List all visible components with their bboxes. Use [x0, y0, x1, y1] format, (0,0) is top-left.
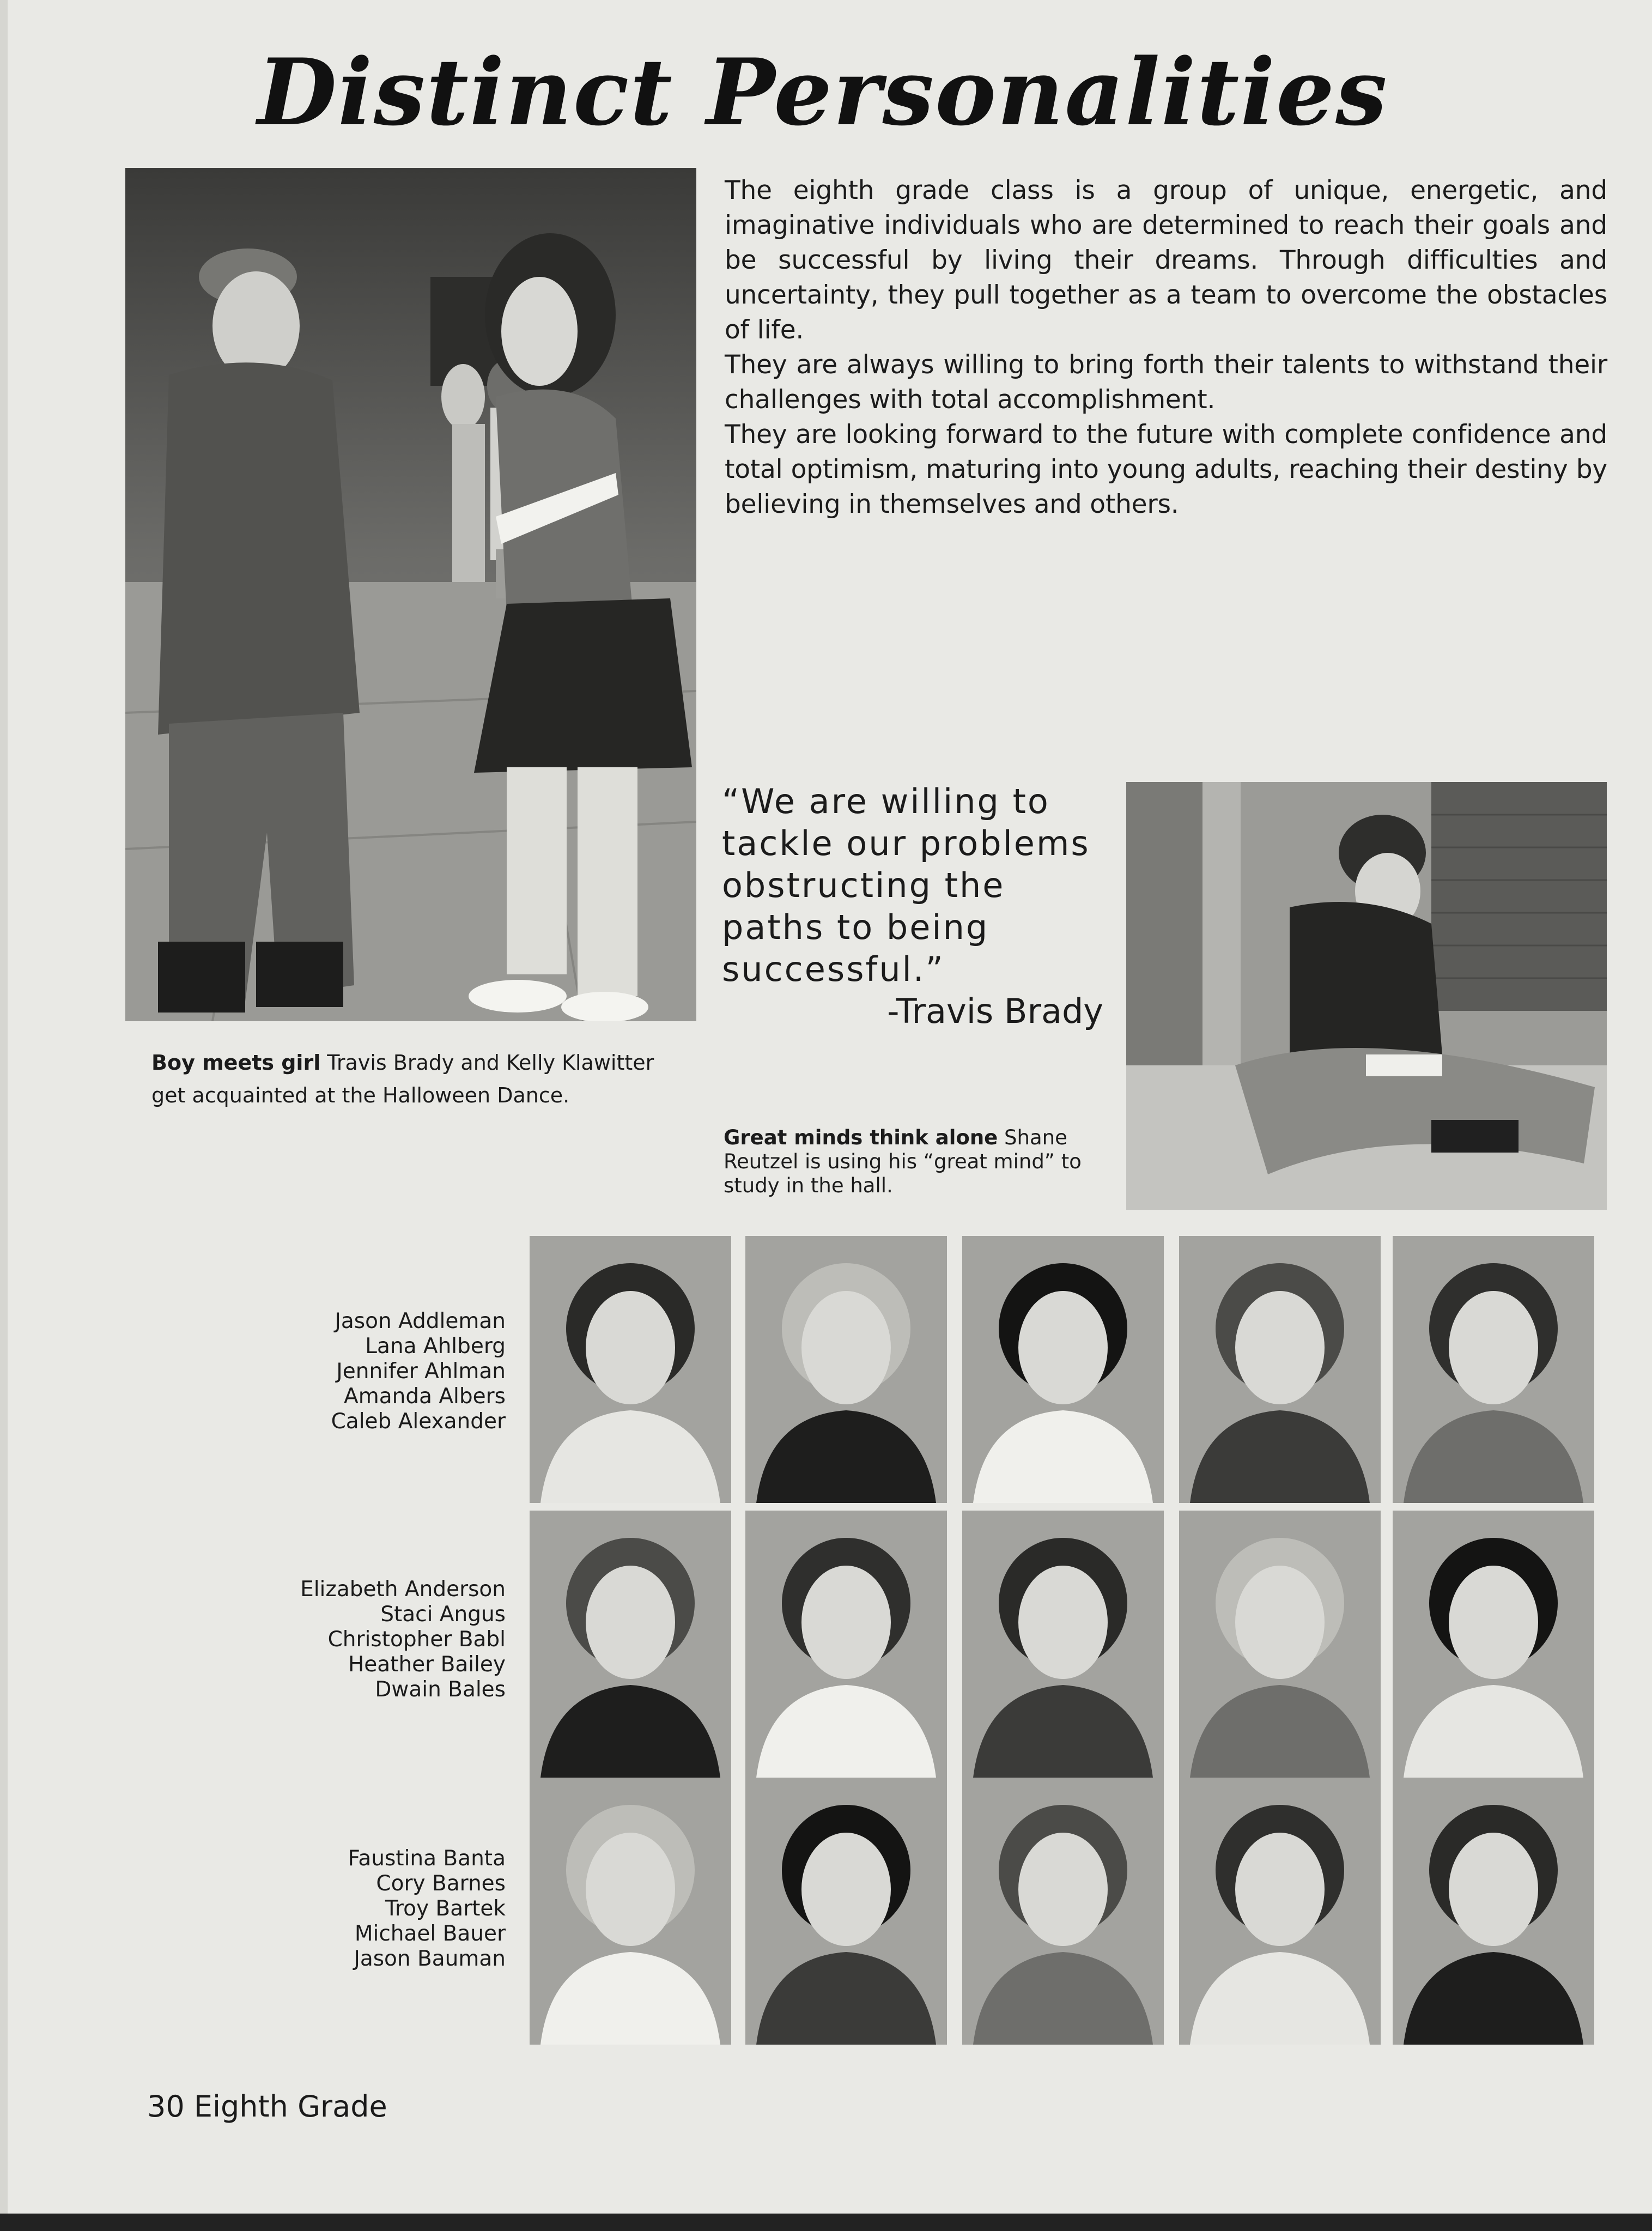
student-name: Lana Ahlberg [365, 1334, 506, 1359]
caption-lead: Great minds think alone [724, 1126, 998, 1149]
portrait-art [962, 1236, 1164, 1503]
student-name: Christopher Babl [327, 1627, 506, 1652]
page-spine-shadow [0, 0, 8, 2231]
caption-text: Travis Brady and Kelly Klawitter [320, 1051, 654, 1075]
scan-bottom-edge [0, 2214, 1652, 2231]
intro-paragraph-3: They are looking forward to the future with complete confidence and total optimism, maturing into young adults, reaching their destiny by believing in themselves and others. [725, 420, 1607, 519]
student-name: Faustina Banta [348, 1846, 506, 1871]
intro-paragraph-1: The eighth grade class is a group of unique, energetic, and imaginative individuals who are determined to reach their goals and be successful by living their dreams. Through difficulties and uncertainty, they pull together as a team to overcome the obstacles of life. [725, 175, 1607, 345]
portrait-art [745, 1778, 947, 2045]
halloween-dance-caption [151, 1046, 696, 1112]
portrait-art [745, 1511, 947, 1778]
caption-text: Shane [998, 1126, 1067, 1149]
halloween-dance-photo [125, 168, 696, 1021]
student-name: Jennifer Ahlman [336, 1359, 506, 1384]
intro-text [725, 173, 1607, 522]
student-name: Amanda Albers [344, 1384, 506, 1409]
portrait-names-row-2 [262, 1577, 506, 1702]
student-portrait [530, 1511, 731, 1778]
caption-lead: Boy meets girl [151, 1051, 321, 1075]
student-name: Cory Barnes [376, 1871, 506, 1896]
student-name: Elizabeth Anderson [300, 1577, 506, 1602]
portrait-art [530, 1778, 731, 2045]
portrait-art [962, 1511, 1164, 1778]
portrait-art [745, 1236, 947, 1503]
student-portrait [745, 1778, 947, 2045]
student-name: Heather Bailey [348, 1652, 506, 1677]
portrait-names-row-3 [262, 1846, 506, 1972]
pull-quote [722, 780, 1103, 1032]
portrait-art [1393, 1236, 1594, 1503]
hallway-study-photo-art [1126, 782, 1607, 1210]
student-portrait [962, 1778, 1164, 2045]
halloween-dance-photo-art [125, 168, 696, 1021]
student-portrait [1393, 1778, 1594, 2045]
caption-text: get acquainted at the Halloween Dance. [151, 1083, 570, 1107]
student-portrait [530, 1778, 731, 2045]
student-name: Troy Bartek [385, 1896, 506, 1921]
page-folio: 30 Eighth Grade [147, 2089, 387, 2124]
student-name: Caleb Alexander [331, 1409, 506, 1434]
student-name: Dwain Bales [375, 1677, 506, 1702]
caption-text: Reutzel is using his “great mind” to [724, 1150, 1082, 1173]
student-portrait [530, 1236, 731, 1503]
student-portrait [1179, 1236, 1381, 1503]
portrait-art [1179, 1236, 1381, 1503]
student-name: Jason Addleman [335, 1309, 506, 1333]
portrait-art [1393, 1511, 1594, 1778]
student-name: Jason Bauman [354, 1947, 506, 1971]
student-portrait [1393, 1511, 1594, 1778]
quote-text: “We are willing to tackle our problems obstructing the paths to being successful.” [722, 781, 1090, 989]
intro-paragraph-2: They are always willing to bring forth their talents to withstand their challenges with total accomplishment. [725, 350, 1607, 415]
student-portrait [1179, 1778, 1381, 2045]
page-title: Distinct Personalities [257, 38, 1388, 146]
student-portrait [962, 1511, 1164, 1778]
quote-attribution: -Travis Brady [887, 991, 1103, 1031]
student-portrait [962, 1236, 1164, 1503]
student-portrait [1393, 1236, 1594, 1503]
portrait-art [1179, 1778, 1381, 2045]
student-name: Staci Angus [380, 1602, 506, 1627]
student-portrait [745, 1511, 947, 1778]
hallway-study-photo [1126, 782, 1607, 1210]
portrait-art [530, 1236, 731, 1503]
student-portrait [1179, 1511, 1381, 1778]
caption-text: study in the hall. [724, 1174, 893, 1197]
hallway-study-caption [724, 1126, 1116, 1198]
portrait-art [1179, 1511, 1381, 1778]
student-name: Michael Bauer [354, 1921, 506, 1946]
student-portrait [745, 1236, 947, 1503]
portrait-names-row-1 [262, 1309, 506, 1434]
portrait-art [530, 1511, 731, 1778]
portrait-art [962, 1778, 1164, 2045]
portrait-art [1393, 1778, 1594, 2045]
